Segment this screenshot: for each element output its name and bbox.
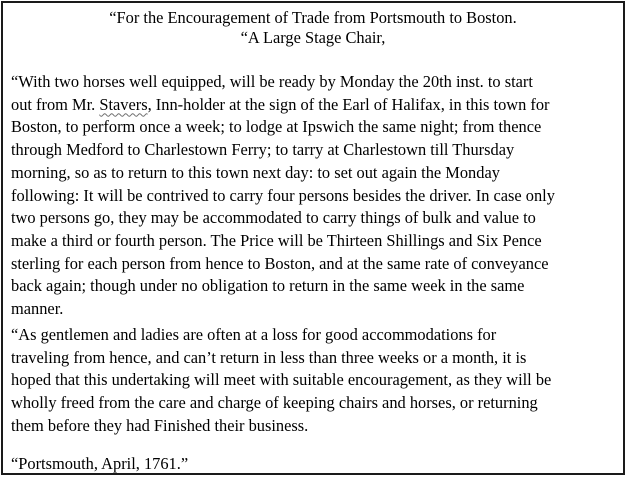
spellcheck-underlined-word: Stavers (99, 94, 148, 114)
paragraph-line (11, 94, 623, 117)
line-segment: out from Mr. (11, 94, 100, 114)
paragraph-line: through Medford to Charlestown Ferry; to tarry at Charlestown till Thursday (11, 140, 515, 160)
paragraph-line: make a third or fourth person. The Price will be Thirteen Shillings and Six Pence (11, 230, 542, 250)
paragraph-line: “As gentlemen and ladies are often at a loss for good accommodations for (11, 325, 497, 344)
document-frame (1, 1, 625, 475)
paragraph-line: back again; though under no obligation to return in the same week in the same (11, 276, 525, 296)
paragraph-announcement (11, 71, 623, 321)
paragraph-line: manner. (11, 299, 64, 319)
paragraph-accommodations (11, 324, 623, 438)
paragraph-line: sterling for each person from hence to Boston, and at the same rate of conveyance (11, 253, 549, 273)
paragraph-line: two persons go, they may be accommodated to carry things of bulk and value to (11, 208, 536, 228)
paragraph-line: them before they had Finished their business. (11, 415, 309, 435)
paragraph-line: morning, so as to return to this town next day: to set out again the Monday (11, 162, 500, 182)
paragraph-line: traveling from hence, and can’t return in less than three weeks or a month, it is (11, 347, 527, 367)
paragraph-line: following: It will be contrived to carry four persons besides the driver. In case only (11, 185, 555, 205)
paragraph-line: hoped that this undertaking will meet with suitable encouragement, as they will be (11, 370, 552, 390)
document-heading: “For the Encouragement of Trade from Portsmouth to Boston. (109, 8, 517, 27)
signoff-dateline: “Portsmouth, April, 1761.” (11, 454, 189, 473)
line-segment: , Inn-holder at the sign of the Earl of Halifax, in this town for (147, 94, 550, 114)
paragraph-line: “With two horses well equipped, will be ready by Monday the 20th inst. to start (11, 72, 533, 91)
paragraph-line: wholly freed from the care and charge of keeping chairs and horses, or returning (11, 393, 538, 413)
paragraph-line: Boston, to perform once a week; to lodge at Ipswich the same night; from thence (11, 117, 542, 137)
document-subheading: “A Large Stage Chair, (240, 28, 386, 47)
